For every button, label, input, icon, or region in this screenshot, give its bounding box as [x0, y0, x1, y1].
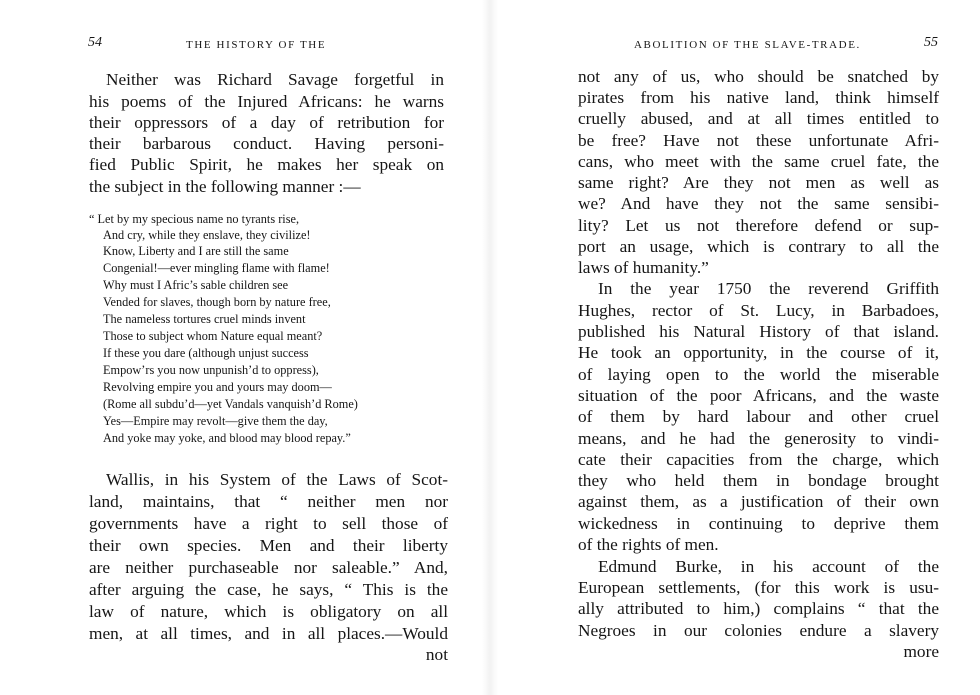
running-head: THE HISTORY OF THE: [186, 39, 327, 51]
text-line: situation of the poor Africans, and the waste: [578, 386, 939, 405]
poem-line: And yoke may yoke, and blood may blood repay.”: [103, 431, 351, 445]
text-line: they who held them in bondage brought: [578, 471, 939, 490]
text-line: Neither was Richard Savage forgetful in: [106, 70, 444, 89]
text-line: against them, as a justification of their own: [578, 492, 939, 511]
poem-line: Know, Liberty and I are still the same: [103, 244, 289, 258]
text-line: land, maintains, that “ neither men nor: [89, 492, 448, 511]
catchword: not: [425, 645, 448, 664]
right-page: [490, 0, 980, 695]
poem-line: And cry, while they enslave, they civilize!: [103, 228, 311, 242]
text-line: He took an opportunity, in the course of it,: [578, 343, 939, 362]
poem-line: Yes—Empire may revolt—give them the day,: [103, 414, 328, 428]
poem-line: Revolving empire you and yours may doom—: [103, 380, 332, 394]
text-line: same right? Are they not men as well as: [578, 173, 939, 192]
text-line: the subject in the following manner :—: [89, 177, 361, 196]
text-line: are neither purchaseable nor saleable.” And,: [89, 558, 448, 577]
text-line: their own species. Men and their liberty: [89, 536, 448, 555]
catchword: more: [903, 642, 939, 661]
text-line: law of nature, which is obligatory on all: [89, 602, 448, 621]
text-line: lity? Let us not therefore defend or sup-: [578, 216, 939, 235]
text-line: of them by hard labour and other cruel: [578, 407, 939, 426]
text-line: men, at all times, and in all places.—Would: [89, 624, 448, 643]
text-line: of the rights of men.: [578, 535, 719, 554]
text-line: Negroes in our colonies endure a slavery: [578, 621, 939, 640]
text-line: governments have a right to sell those of: [89, 514, 448, 533]
text-line: his poems of the Injured Africans: he warns: [89, 92, 444, 111]
text-line: wickedness in continuing to deprive them: [578, 514, 939, 533]
text-line: after arguing the case, he says, “ This is the: [89, 580, 448, 599]
text-line: Hughes, rector of St. Lucy, in Barbadoes,: [578, 301, 939, 320]
text-line: means, and he had the generosity to vindi-: [578, 429, 939, 448]
text-line: European settlements, (for this work is usu-: [578, 578, 939, 597]
page-number: 55: [924, 35, 938, 50]
poem-line: Empow’rs you now unpunish’d to oppress),: [103, 363, 319, 377]
poem-line: Congenial!—ever mingling flame with flame!: [103, 261, 330, 275]
text-line: laws of humanity.”: [578, 258, 709, 277]
text-line: ally attributed to him,) complains “ that the: [578, 599, 939, 618]
text-line: cans, who meet with the same cruel fate, the: [578, 152, 939, 171]
text-line: published his Natural History of that island.: [578, 322, 939, 341]
text-line: Wallis, in his System of the Laws of Scot-: [106, 470, 448, 489]
text-line: In the year 1750 the reverend Griffith: [598, 279, 939, 298]
poem-line: “ Let by my specious name no tyrants rise,: [89, 212, 300, 226]
running-head: ABOLITION OF THE SLAVE-TRADE.: [634, 39, 861, 51]
poem-line: The nameless tortures cruel minds invent: [103, 312, 306, 326]
poem-line: Those to subject whom Nature equal meant?: [103, 329, 323, 343]
text-line: pirates from his native land, think himself: [578, 88, 939, 107]
text-line: we? And have they not the same sensibi-: [578, 194, 939, 213]
text-line: Edmund Burke, in his account of the: [598, 557, 939, 576]
poem-line: Vended for slaves, though born by nature free,: [103, 295, 331, 309]
poem-line: Why must I Afric’s sable children see: [103, 278, 289, 292]
text-line: fied Public Spirit, he makes her speak on: [89, 155, 444, 174]
text-line: their barbarous conduct. Having personi-: [89, 134, 444, 153]
text-line: not any of us, who should be snatched by: [578, 67, 939, 86]
text-line: of laying open to the world the miserable: [578, 365, 939, 384]
page-number: 54: [88, 35, 102, 50]
text-line: cruelly abused, and at all times entitled to: [578, 109, 939, 128]
text-line: be free? Have not these unfortunate Afri-: [578, 131, 939, 150]
text-line: cate their capacities from the charge, which: [578, 450, 939, 469]
poem-line: If these you dare (although unjust success: [103, 346, 309, 360]
text-line: their oppressors of a day of retribution for: [89, 113, 444, 132]
poem-line: (Rome all subdu’d—yet Vandals vanquish’d Rome): [103, 397, 358, 411]
text-line: port an usage, which is contrary to all the: [578, 237, 939, 256]
